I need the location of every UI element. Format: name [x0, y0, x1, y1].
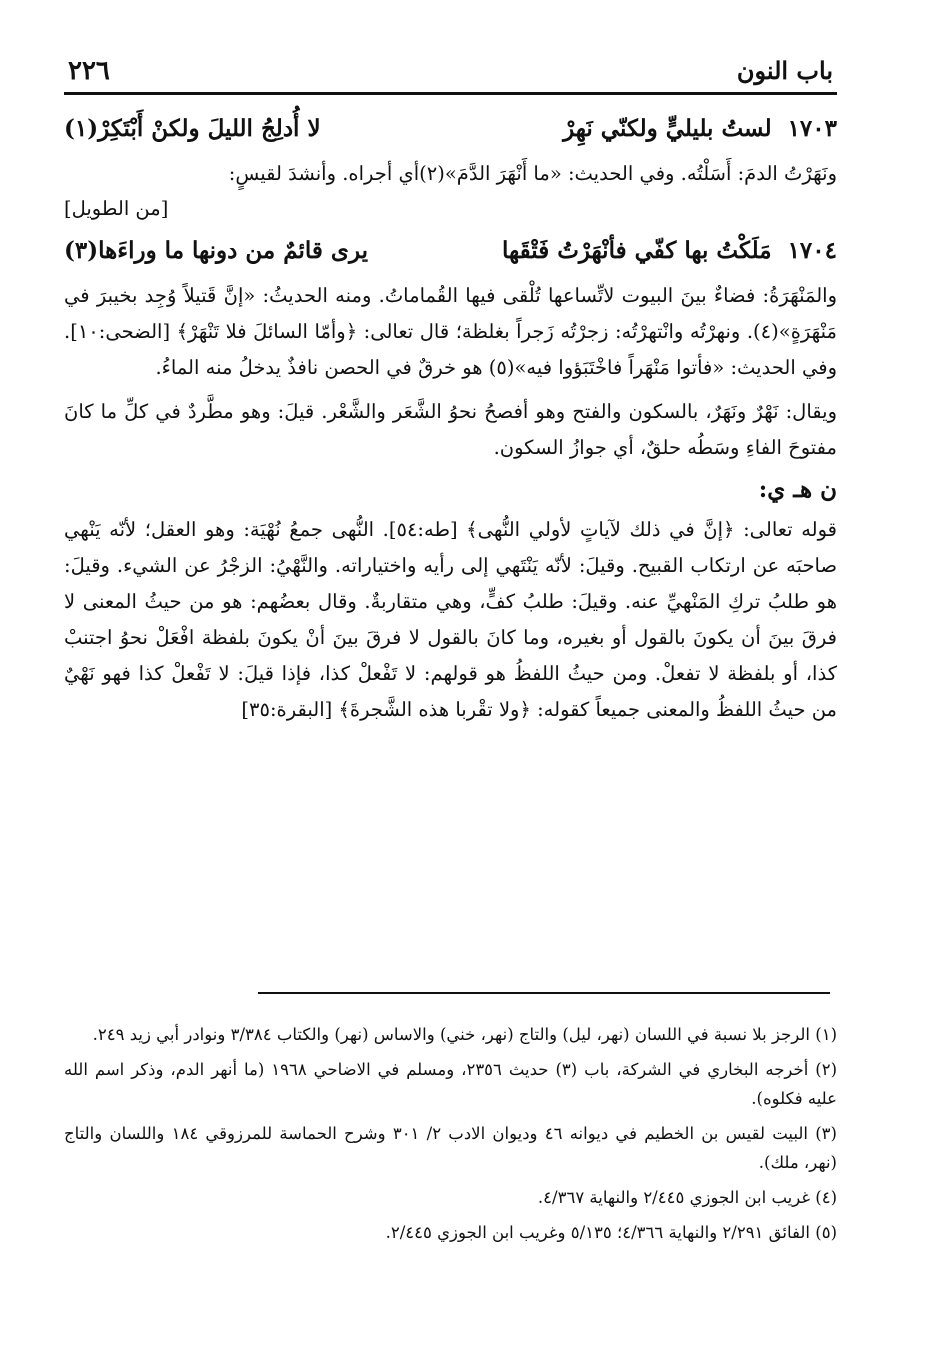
footnote-3: (٣) البيت لقيس بن الخطيم في ديوانه ٤٦ وديوان الادب ٢/ ٣٠١ وشرح الحماسة للمرزوقي ١٨٤ واللسان والتاج (نهر، ملك). [64, 1124, 837, 1172]
page-header [68, 56, 833, 90]
main-text [64, 108, 837, 728]
footnotes [64, 1020, 837, 1253]
paragraph-nuha: قوله تعالى: ﴿إنَّ في ذلك لآياتٍ لأولي النُّهى﴾ [طه:٥٤]. النُّهى جمعُ نُهْيَة: وهو العقل؛ لأنّه يَنْهي صاحبَه عن ارتكاب القبيح. وقيلَ: لأنّه يَنْتَهي إلى رأيه واختياراته. والنَّهْيُ: الزجْرُ عن الشيء. وقيلَ: هو طلبُ تركِ المَنْهيِّ عنه. وقيلَ: طلبُ كفٍّ، وهي متقاربةٌ. وقال بعضُهم: هو من حيثُ المعنى لا فرقَ بينَ أن يكونَ بالقول أو بغيره، وما كانَ بالقول لا فرقَ بينَ أنْ يكونَ بلفظة افْعَلْ نحوُ اجتنبْ كذا، أو بلفظة لا تفعلْ. ومن حيثُ اللفظُ هو قولهم: لا تَفْعلْ كذا، فإذا قيلَ: لا تَفْعلْ كذا فهو نَهْيٌ من حيثُ اللفظُ والمعنى جميعاً كقوله: ﴿ولا تقْربا هذه الشَّجرةَ﴾ [البقرة:٣٥] [64, 518, 838, 721]
paragraph-nahartu: ونَهَرْتُ الدمَ: أَسَلْتُه. وفي الحديث: «ما أَنْهَرَ الدَّمَ»(٢)أي أجراه. وأنشدَ لقيسٍ: [228, 162, 837, 185]
verse-hemistich-first: لستُ بليليٍّ ولكنّي نَهِرْ [563, 115, 772, 142]
paragraph-nahr-vocalization: ويقال: نَهْرٌ ونَهَرٌ، بالسكون والفتح وهو أفصحُ نحوُ الشَّعَر والشَّعْر. قيلَ: وهو مطَّردٌ في كلِّ ما كانَ مفتوحَ الفاءِ وسَطُه حلقٌ، أي جوازُ السكون. [64, 400, 837, 459]
verse-hemistich-second: لا أُدلِجُ الليلَ ولكنْ أَبْتَكِرْ(١) [63, 115, 321, 142]
footnote-1: (١) الرجز بلا نسبة في اللسان (نهر، ليل) والتاج (نهر، خني) والاساس (نهر) والكتاب ٣/٣٨٤ ونوادر أبي زيد ٢٤٩. [92, 1025, 837, 1044]
verse-number: ١٧٠٣ [787, 115, 837, 142]
footnote-rule [258, 992, 830, 994]
header-rule [64, 92, 837, 95]
page-number: ٢٢٦ [68, 56, 110, 86]
verse-hemistich-first: مَلَكْتُ بها كفّي فأنْهَرْتُ فَتْقَها [502, 237, 772, 264]
paragraph-manhara: والمَنْهَرَةُ: فضاءٌ بينَ البيوت لاتِّساعها تُلْقى فيها القُماماتُ. ومنه الحديثُ: «إنَّ قَتيلاً وُجِد بخيبرَ في مَنْهَرَةٍ»(٤). ونهرْتُه وانْتهرْتُه: زجرْتُه زَجراً بغلظة؛ قال تعالى: ﴿وأمّا السائلَ فلا تَنْهَرْ﴾ [الضحى:١٠]. وفي الحديث: «فأتوا مَنْهَراً فاخْتَبَؤوا فيه»(٥) هو خرقٌ في الحصن نافذٌ يدخلُ منه الماءُ. [64, 284, 837, 379]
footnote-5: (٥) الفائق ٢/٢٩١ والنهاية ٤/٣٦٦؛ ٥/١٣٥ وغريب ابن الجوزي ٢/٤٤٥. [385, 1223, 837, 1242]
footnote-2: (٢) أخرجه البخاري في الشركة، باب (٣) حديث ٢٣٥٦، ومسلم في الاضاحي ١٩٦٨ (ما أنهر الدم، وذكر اسم الله عليه فكلوه). [64, 1060, 837, 1108]
verse-hemistich-second: يرى قائمٌ من دونها ما وراءَها(٣) [63, 237, 369, 264]
footnote-4: (٤) غريب ابن الجوزي ٢/٤٤٥ والنهاية ٤/٣٦٧. [537, 1188, 837, 1207]
chapter-title: باب النون [736, 56, 833, 85]
entry-heading-nahy: ن هـ ي: [758, 476, 837, 503]
verse-1704 [64, 230, 837, 278]
verse-number: ١٧٠٤ [787, 237, 837, 264]
meter-label: [من الطويل] [64, 197, 169, 220]
verse-1703 [64, 108, 837, 156]
